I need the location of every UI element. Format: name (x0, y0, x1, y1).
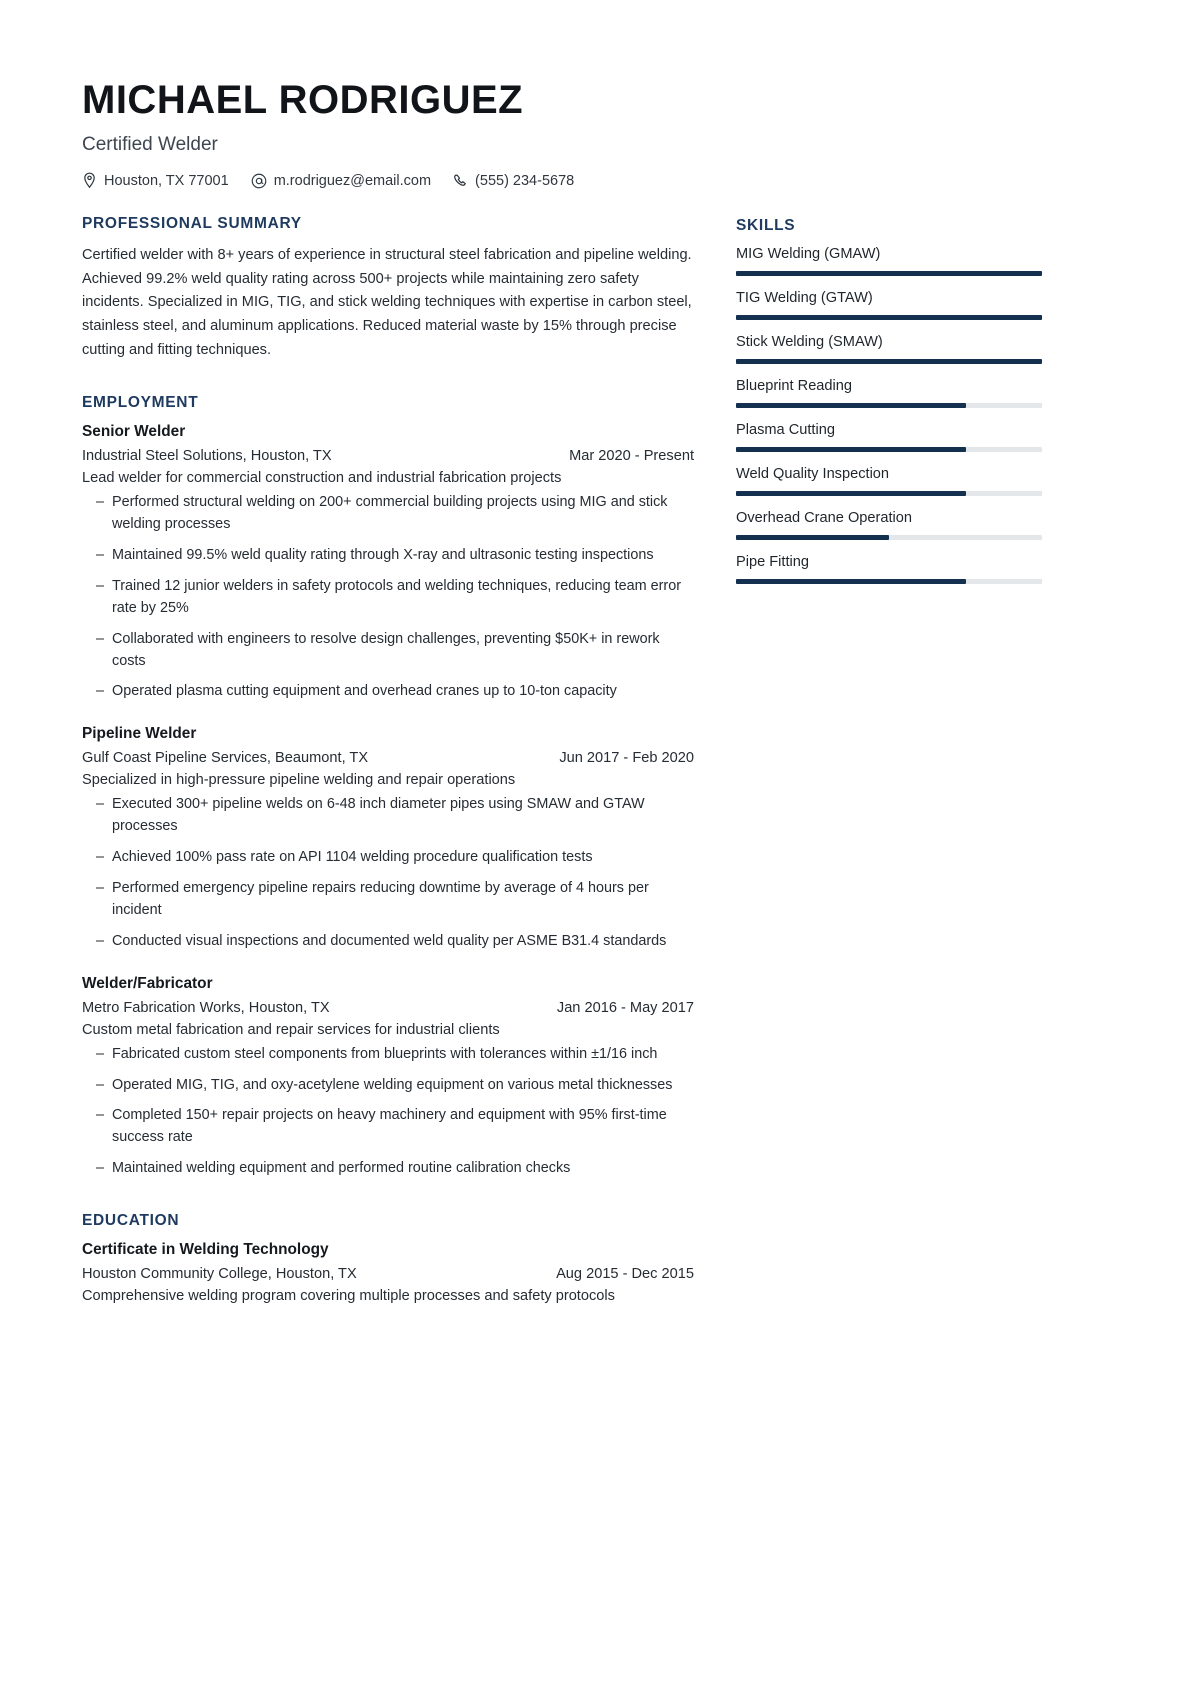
skill-bar-fill (736, 271, 1042, 276)
job-dates: Mar 2020 - Present (569, 448, 694, 465)
phone-icon (453, 173, 468, 189)
job-description: Lead welder for commercial construction and industrial fabrication projects (82, 470, 562, 487)
education-degree: Certificate in Welding Technology (82, 1241, 329, 1259)
list-item: – Performed emergency pipeline repairs reducing downtime by average of 4 hours per incident (82, 878, 694, 922)
skill-bar-fill (736, 315, 1042, 320)
side-column (736, 215, 1042, 1336)
job-company: Metro Fabrication Works, Houston, TX (82, 999, 330, 1016)
skill-item (736, 378, 1042, 408)
skill-item (736, 422, 1042, 452)
skill-label: Weld Quality Inspection (736, 466, 890, 482)
email-icon (251, 173, 267, 189)
job-title: Pipeline Welder (82, 725, 197, 743)
list-item: – Collaborated with engineers to resolve design challenges, preventing $50K+ in rework costs (82, 629, 694, 673)
skill-bar (736, 491, 1042, 496)
job-description: Custom metal fabrication and repair services for industrial clients (82, 1021, 500, 1038)
list-item: – Executed 300+ pipeline welds on 6-48 inch diameter pipes using SMAW and GTAW processes (82, 794, 694, 838)
job-meta (82, 750, 694, 766)
skill-label: Blueprint Reading (736, 378, 853, 394)
list-item: – Operated plasma cutting equipment and overhead cranes up to 10-ton capacity (82, 681, 694, 703)
job-company: Gulf Coast Pipeline Services, Beaumont, TX (82, 750, 369, 767)
employment-heading: EMPLOYMENT (82, 394, 199, 412)
skill-bar-fill (736, 403, 966, 408)
education-dates: Aug 2015 - Dec 2015 (556, 1266, 694, 1283)
education-section (82, 1212, 694, 1304)
job-dates: Jan 2016 - May 2017 (556, 999, 694, 1016)
skill-label: TIG Welding (GTAW) (736, 290, 873, 306)
skill-item (736, 554, 1042, 584)
skill-label: Overhead Crane Operation (736, 510, 913, 526)
job-entry (82, 975, 694, 1180)
location-pin-icon (82, 172, 97, 189)
skill-bar (736, 315, 1042, 320)
skill-bar-fill (736, 535, 889, 540)
job-company: Industrial Steel Solutions, Houston, TX (82, 448, 332, 465)
contact-row (82, 172, 1118, 189)
contact-location-text: Houston, TX 77001 (104, 172, 229, 189)
contact-email-text: m.rodriguez@email.com (273, 172, 432, 189)
skill-item (736, 290, 1042, 320)
job-title: Welder/Fabricator (82, 974, 213, 992)
contact-phone-text: (555) 234-5678 (475, 172, 575, 189)
skill-bar-fill (736, 359, 1042, 364)
skill-bar (736, 447, 1042, 452)
skill-label: Pipe Fitting (736, 554, 810, 570)
job-title: Senior Welder (82, 423, 186, 441)
list-item: – Operated MIG, TIG, and oxy-acetylene welding equipment on various metal thicknesses (82, 1075, 694, 1097)
job-bullets (82, 794, 694, 952)
summary-section (82, 215, 694, 362)
list-item: – Achieved 100% pass rate on API 1104 welding procedure qualification tests (82, 847, 694, 869)
skill-item (736, 466, 1042, 496)
education-description: Comprehensive welding program covering multiple processes and safety protocols (82, 1288, 615, 1305)
skill-bar (736, 535, 1042, 540)
skill-bar-fill (736, 447, 966, 452)
skill-item (736, 246, 1042, 276)
skill-label: MIG Welding (GMAW) (736, 246, 881, 262)
skill-item (736, 334, 1042, 364)
skill-bar-fill (736, 491, 966, 496)
skill-bar (736, 271, 1042, 276)
job-entry (82, 725, 694, 952)
skills-heading: SKILLS (736, 217, 796, 234)
summary-heading: PROFESSIONAL SUMMARY (82, 215, 302, 232)
skill-item (736, 510, 1042, 540)
list-item: – Performed structural welding on 200+ commercial building projects using MIG and stick welding processes (82, 492, 694, 536)
job-bullets (82, 492, 694, 703)
page-title: MICHAEL RODRIGUEZ (82, 78, 524, 122)
contact-location (82, 172, 229, 189)
list-item: – Trained 12 junior welders in safety protocols and welding techniques, reducing team error rate by 25% (82, 576, 694, 620)
main-column (82, 215, 694, 1336)
list-item: – Maintained welding equipment and performed routine calibration checks (82, 1158, 694, 1180)
list-item: – Maintained 99.5% weld quality rating through X-ray and ultrasonic testing inspections (82, 545, 694, 567)
job-meta (82, 448, 694, 464)
skill-bar (736, 403, 1042, 408)
contact-phone[interactable] (453, 173, 574, 189)
skill-label: Plasma Cutting (736, 422, 835, 438)
resume-header (82, 78, 1118, 189)
job-meta (82, 1000, 694, 1016)
skill-bar-fill (736, 579, 966, 584)
skill-bar (736, 579, 1042, 584)
education-meta (82, 1266, 694, 1282)
list-item: – Conducted visual inspections and documented weld quality per ASME B31.4 standards (82, 931, 694, 953)
job-entry (82, 423, 694, 703)
job-dates: Jun 2017 - Feb 2020 (559, 750, 694, 767)
skill-label: Stick Welding (SMAW) (736, 334, 883, 350)
employment-section (82, 394, 694, 1180)
list-item: – Completed 150+ repair projects on heavy machinery and equipment with 95% first-time success rate (82, 1105, 694, 1149)
education-heading: EDUCATION (82, 1212, 180, 1230)
job-title-subtitle: Certified Welder (82, 134, 218, 155)
education-school: Houston Community College, Houston, TX (82, 1266, 357, 1283)
contact-email[interactable] (251, 173, 431, 189)
resume-body (82, 215, 1118, 1336)
summary-text: Certified welder with 8+ years of experience in structural steel fabrication and pipeline welding. Achieved 99.2% weld quality rating across 500+ projects while maintaining zero safety incidents. Specialized in MIG, TIG, and stick welding techniques with expertise in carbon steel, stainless steel, and aluminum applications. Reduced material waste by 15% through precise cutting and fitting techniques. (82, 247, 692, 358)
list-item: – Fabricated custom steel components from blueprints with tolerances within ±1/16 inch (82, 1044, 694, 1066)
skill-bar (736, 359, 1042, 364)
education-entry (82, 1241, 694, 1304)
job-bullets (82, 1044, 694, 1180)
job-description: Specialized in high-pressure pipeline welding and repair operations (82, 772, 516, 789)
